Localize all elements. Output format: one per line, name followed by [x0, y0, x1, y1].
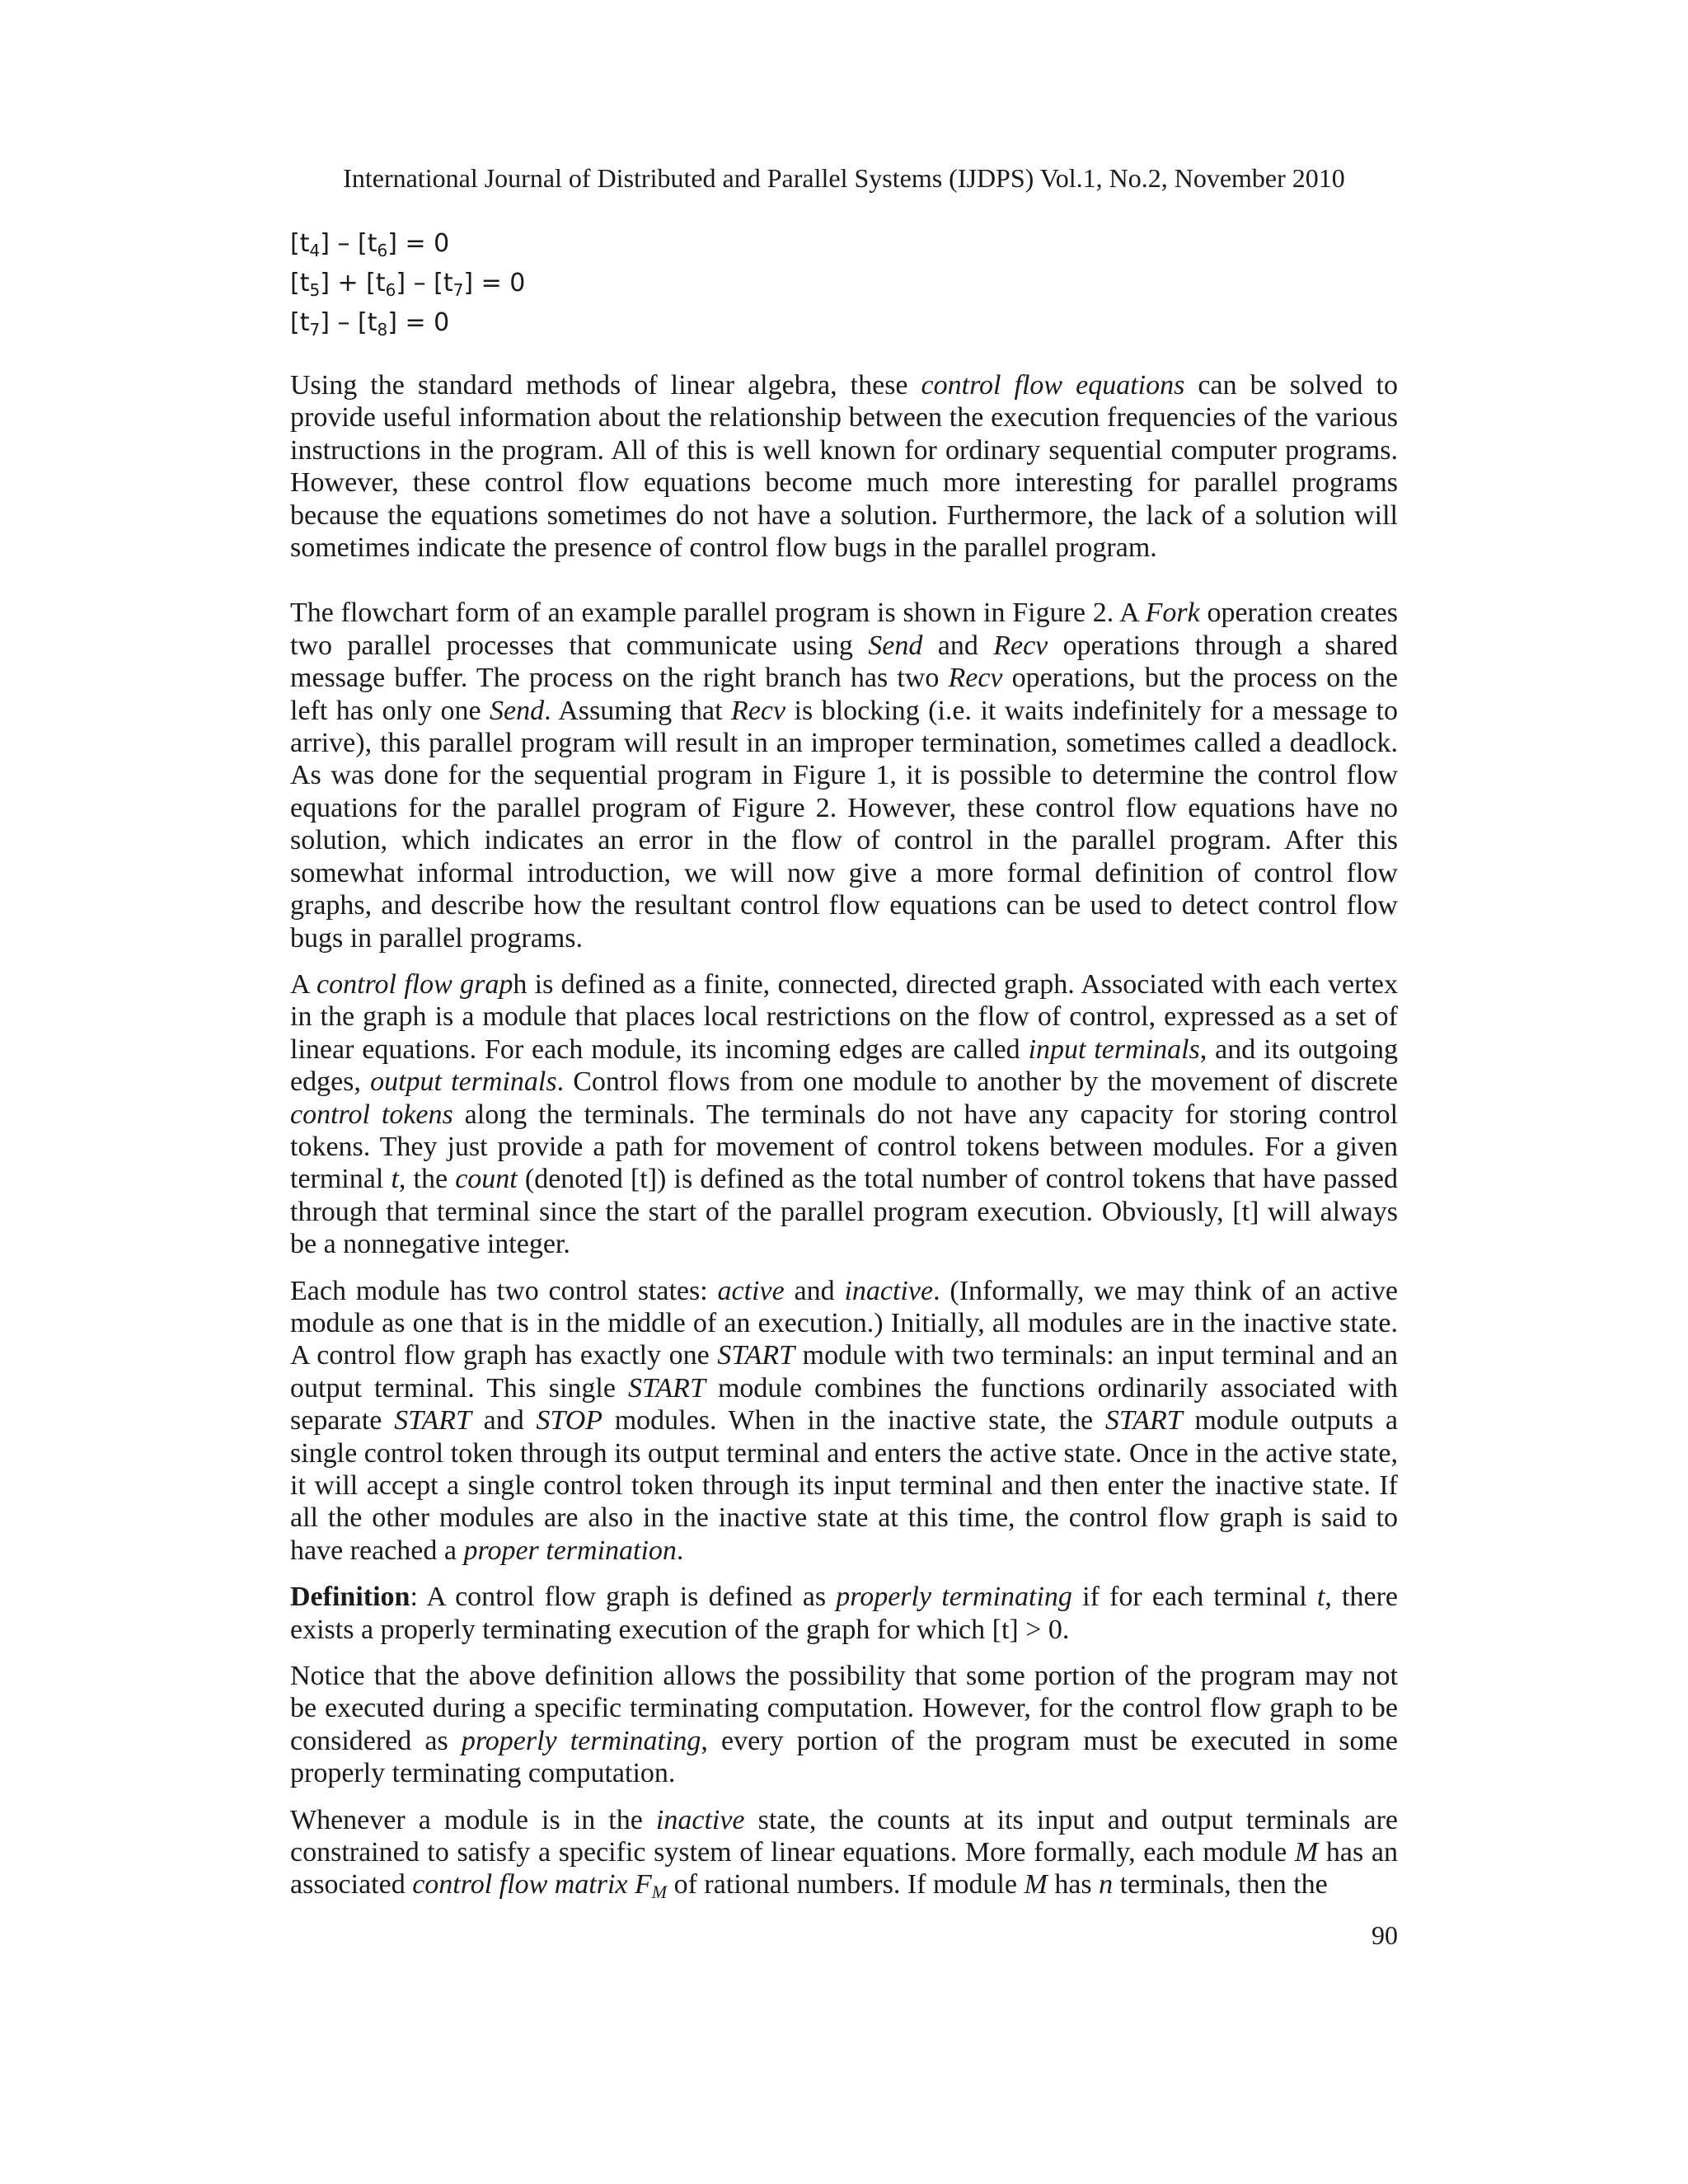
equation-text: $[t_7] - [t_8] = 0$: [290, 308, 450, 340]
equation-text: $[t_5] + [t_6] - [t_7] = 0$: [290, 269, 526, 300]
paragraph: Notice that the above definition allows the possibility that some portion of the program may not be executed during a specific terminating computation. However, for the control flow graph to be considered as properly terminating, every portion of the program must be executed in some properly terminating computation.: [290, 1661, 1398, 1789]
equation-2: [290, 267, 525, 300]
paragraph: Whenever a module is in the inactive state, the counts at its input and output terminals are constrained to satisfy a specific system of linear equations. More formally, each module M has an associated control flow matrix $F_M$ of rational numbers. If module M has n terminals, then the: [290, 1804, 1399, 1903]
page-number: 90: [1372, 1920, 1398, 1950]
running-header: [0, 162, 1688, 194]
definition-paragraph: Definition: A control flow graph is defined as properly terminating if for each terminal t, there exists a properly terminating execution of the graph for which [t] > 0.: [290, 1582, 1398, 1645]
equation-3: [290, 307, 449, 340]
equation-1: [290, 227, 449, 260]
paragraph: Each module has two control states: active and inactive. (Informally, we may think of an active module as one that is in the middle of an execution.) Initially, all modules are in the inactive state. A control flow graph has exactly one START module with two terminals: an input terminal and an output terminal. This single START module combines the functions ordinarily associated with separate START and STOP modules. When in the inactive state, the START module outputs a single control token through its output terminal and enters the active state. Once in the active state, it will accept a single control token through its input terminal and then enter the inactive state. If all the other modules are also in the inactive state at this time, the control flow graph is said to have reached a proper termination.: [290, 1275, 1399, 1566]
equation-text: $[t_4] - [t_6] = 0$: [290, 229, 450, 260]
journal-header-text: International Journal of Distributed and Parallel Systems (IJDPS) Vol.1, No.2, November 2010: [343, 163, 1345, 193]
paragraph: A control flow graph is defined as a finite, connected, directed graph. Associated with each vertex in the graph is a module that places local restrictions on the flow of control, expressed as a set of linear equations. For each module, its incoming edges are called input terminals, and its outgoing edges, output terminals. Control flows from one module to another by the movement of discrete control tokens along the terminals. The terminals do not have any capacity for storing control tokens. They just provide a path for movement of control tokens between modules. For a given terminal t, the count (denoted [t]) is defined as the total number of control tokens that have passed through that terminal since the start of the parallel program execution. Obviously, [t] will always be a nonnegative integer.: [290, 968, 1399, 1260]
body-text: [290, 369, 1398, 1901]
paragraph: Using the standard methods of linear algebra, these control flow equations can be solved to provide useful information about the relationship between the execution frequencies of the various instructions in the program. All of this is well known for ordinary sequential computer programs. However, these control flow equations become much more interesting for parallel programs because the equations sometimes do not have a solution. Furthermore, the lack of a solution will sometimes indicate the presence of control flow bugs in the parallel program.: [290, 370, 1398, 564]
paragraph: The flowchart form of an example parallel program is shown in Figure 2. A Fork operation creates two parallel processes that communicate using Send and Recv operations through a shared message buffer. The process on the right branch has two Recv operations, but the process on the left has only one Send. Assuming that Recv is blocking (i.e. it waits indefinitely for a message to arrive), this parallel program will result in an improper termination, sometimes called a deadlock. As was done for the sequential program in Figure 1, it is possible to determine the control flow equations for the parallel program of Figure 2. However, these control flow equations have no solution, which indicates an error in the flow of control in the parallel program. After this somewhat informal introduction, we will now give a more formal definition of control flow graphs, and describe how the resultant control flow equations can be used to detect control flow bugs in parallel programs.: [290, 598, 1399, 954]
